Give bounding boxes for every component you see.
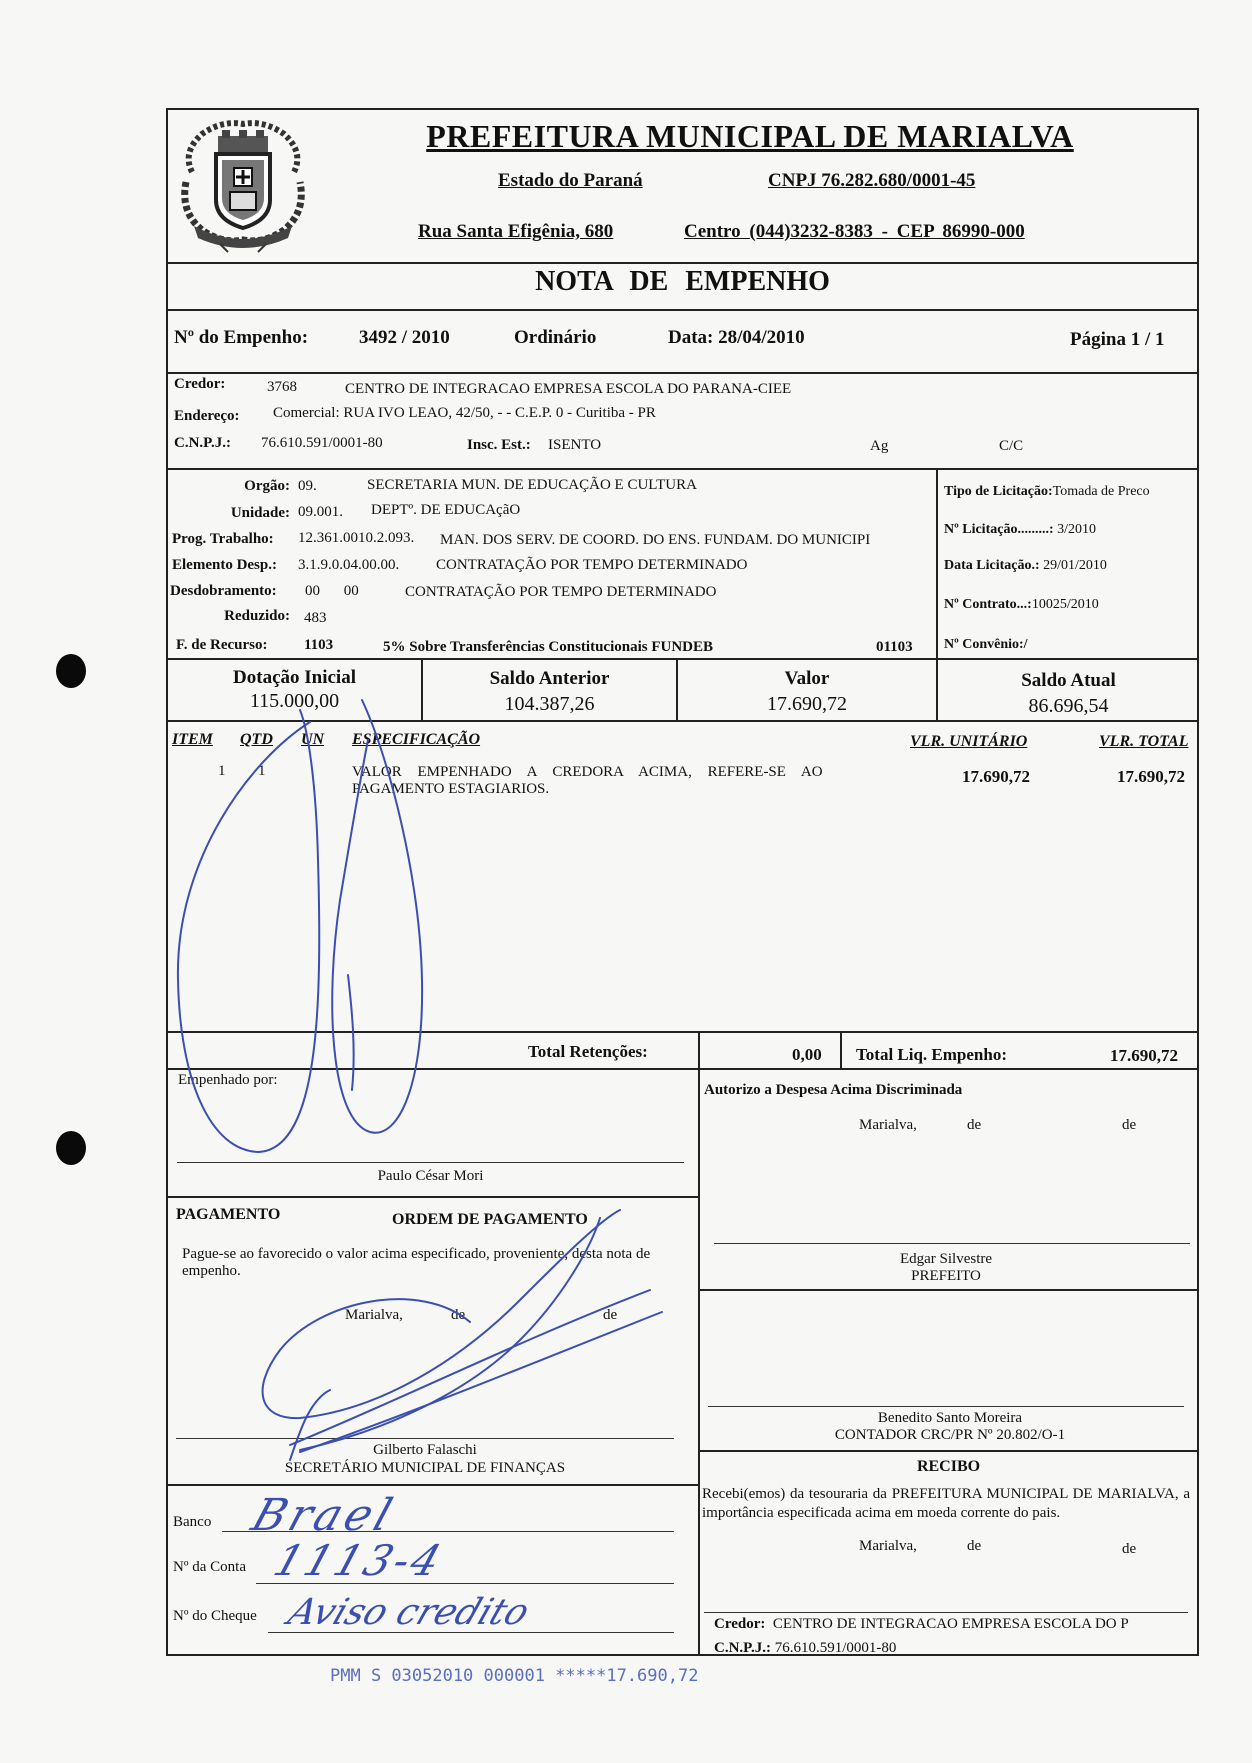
credor-codigo: 3768 [267,379,297,395]
empenhado-nome: Paulo César Mori [377,1168,484,1184]
dotacao-inicial-label: Dotação Inicial [233,667,356,688]
divider [166,468,1199,470]
col-vlr-total: VLR. TOTAL [1099,733,1189,750]
item-qtd: 1 [258,763,266,779]
prog-label: Prog. Trabalho: [172,531,274,547]
saldo-anterior-label: Saldo Anterior [489,668,610,689]
prog: MAN. DOS SERV. DE COORD. DO ENS. FUNDAM. DO MUNICIPI [440,532,871,548]
doc-title: NOTA DE EMPENHO [535,266,830,297]
num-licitacao [944,522,1096,538]
contador-cargo: CONTADOR CRC/PR Nº 20.802/O-1 [834,1427,1066,1443]
saldo-anterior: 104.387,26 [504,693,595,715]
data-licitacao-label: Data Licitação.: [944,558,1040,573]
orgao-label: Orgão: [244,478,290,494]
signature-line [704,1612,1188,1613]
cnpj-prefeitura: CNPJ 76.282.680/0001-45 [768,170,976,191]
ag-label: Ag [870,438,889,454]
orgao-code: 09. [298,478,317,494]
secretario-cargo: SECRETÁRIO MUNICIPAL DE FINANÇAS [284,1460,566,1476]
empenho-numero: 3492 / 2010 [359,327,450,348]
elemento: CONTRATAÇÃO POR TEMPO DETERMINADO [436,557,748,573]
prefeitura-endereco: Rua Santa Efigênia, 680 [418,221,614,242]
punch-hole-bottom [56,1131,86,1165]
signature-line [176,1438,674,1439]
autorizo-label: Autorizo a Despesa Acima Discriminada [704,1082,963,1098]
conta-handwritten: 1113-4 [268,1536,450,1585]
total-liquido-label: Total Liq. Empenho: [856,1045,1007,1064]
tipo-licitacao-value: Tomada de Preco [1052,484,1150,499]
prog-code: 12.361.0010.2.093. [298,530,415,546]
item-vlr-unitario: 17.690,72 [962,767,1030,786]
divider [698,1450,1199,1452]
data-licitacao [944,558,1107,574]
recibo-label: RECIBO [916,1458,981,1475]
item-especificacao-line-2: PAGAMENTO ESTAGIARIOS. [352,781,550,797]
num-licitacao-value: 3/2010 [1057,522,1096,537]
credor-endereco: Comercial: RUA IVO LEAO, 42/50, - - C.E.P. 0 - Curitiba - PR [273,405,656,421]
num-contrato-label: Nº Contrato...: [944,597,1032,612]
autorizo-de-2: de [1122,1117,1137,1133]
total-retencoes-label: Total Retenções: [528,1042,648,1061]
num-convenio: Nº Convênio:/ [944,637,1028,652]
reduzido-label: Reduzido: [224,608,290,624]
divider [936,468,938,658]
divider [166,262,1199,264]
col-item: ITEM [172,731,213,748]
divider [698,1289,1199,1291]
divider [166,720,1199,722]
punch-hole-top [56,654,86,688]
recibo-cnpj [714,1640,896,1657]
recibo-cnpj-value: 76.610.591/0001-80 [774,1640,897,1656]
pagamento-local: Marialva, [345,1307,403,1323]
credor-insc: ISENTO [548,437,602,453]
credor-label: Credor: [174,376,226,392]
data-licitacao-value: 29/01/2010 [1043,558,1107,573]
valor: 17.690,72 [767,693,847,715]
item-especificacao [352,764,892,798]
tipo-licitacao [944,484,1150,500]
total-liquido: 17.690,72 [1110,1046,1178,1065]
pagamento-de-2: de [603,1307,618,1323]
prefeito-nome: Edgar Silvestre [899,1251,993,1267]
divider [698,1068,700,1656]
autorizo-de-1: de [967,1117,982,1133]
pagamento-texto: Pague-se ao favorecido o valor acima especificado, proveniente, desta nota de empenho. [182,1246,651,1279]
cheque-label: Nº do Cheque [173,1608,257,1624]
pagamento-label: PAGAMENTO [176,1206,281,1223]
item-especificacao-line-1: VALOR EMPENHADO A CREDORA ACIMA, REFERE-SE AO [352,764,823,780]
signature-line [177,1162,684,1163]
autorizo-local: Marialva, [859,1117,917,1133]
prefeitura-contato: Centro (044)3232-8383 - CEP 86990-000 [684,221,1025,242]
recibo-texto: Recebi(emos) da tesouraria da PREFEITURA MUNICIPAL DE MARIALVA, a importância especificada acima em moeda corrente do pais. [702,1486,1190,1521]
col-qtd: QTD [240,731,273,748]
desdobramento: CONTRATAÇÃO POR TEMPO DETERMINADO [405,584,717,600]
signature-line [708,1406,1184,1407]
empenho-pagina: Página 1 / 1 [1070,329,1165,350]
recurso: 5% Sobre Transferências Constitucionais FUNDEB [383,639,714,655]
credor-cnpj: 76.610.591/0001-80 [261,435,383,451]
unidade: DEPTº. DE EDUCAçãO [371,502,521,518]
signature-line [714,1243,1190,1244]
recibo-cnpj-label: C.N.P.J.: [714,1640,771,1656]
secretario-nome: Gilberto Falaschi [373,1442,477,1458]
divider [166,1484,698,1486]
elemento-code: 3.1.9.0.04.00.00. [298,557,400,573]
prefeitura-title: PREFEITURA MUNICIPAL DE MARIALVA [426,118,1074,154]
divider [166,1031,1199,1033]
pagamento-de-1: de [451,1307,466,1323]
autenticacao-stamp: PMM S 03052010 000001 *****17.690,72 [330,1666,699,1686]
recurso-code: 1103 [304,637,334,653]
cc-label: C/C [999,438,1024,454]
num-contrato-value: 10025/2010 [1031,597,1099,612]
conta-label: Nº da Conta [173,1559,246,1575]
col-un: UN [301,731,325,748]
cnpj-label: C.N.P.J.: [174,435,231,451]
banco-handwritten: Brael [245,1490,403,1541]
desdobramento-code: 00 00 [305,583,359,599]
empenhado-label: Empenhado por: [178,1072,278,1088]
municipal-coat-of-arms-icon [172,112,314,254]
tipo-licitacao-label: Tipo de Licitação: [944,484,1053,499]
cheque-handwritten: Aviso credito [282,1592,535,1633]
divider [840,1031,842,1069]
divider [166,1196,698,1198]
credor-nome: CENTRO DE INTEGRACAO EMPRESA ESCOLA DO PARANA-CIEE [345,381,792,397]
dotacao-inicial: 115.000,00 [249,690,340,712]
saldo-atual-label: Saldo Atual [1021,670,1116,691]
reduzido: 483 [304,610,327,626]
estado-label: Estado do Paraná [498,170,643,191]
col-especificacao: ESPECIFICAÇÃO [352,731,481,748]
recibo-credor-nome: CENTRO DE INTEGRACAO EMPRESA ESCOLA DO P [772,1616,1129,1632]
elemento-label: Elemento Desp.: [172,557,277,573]
ordem-pagamento-label: ORDEM DE PAGAMENTO [392,1211,588,1228]
recibo-credor [714,1616,1129,1633]
item-number: 1 [218,763,226,779]
divider [698,1031,700,1069]
col-vlr-unitario: VLR. UNITÁRIO [910,733,1028,750]
num-licitacao-label: Nº Licitação.........: [944,522,1054,537]
unidade-label: Unidade: [230,505,290,521]
total-retencoes: 0,00 [792,1045,822,1064]
desdobramento-label: Desdobramento: [170,583,277,599]
recibo-de-1: de [967,1538,982,1554]
recibo-credor-label: Credor: [714,1616,766,1632]
unidade-code: 09.001. [298,504,343,520]
item-vlr-total: 17.690,72 [1117,767,1185,786]
orgao: SECRETARIA MUN. DE EDUCAÇÃO E CULTURA [367,477,697,493]
divider [166,1068,1199,1070]
insc-label: Insc. Est.: [467,437,531,453]
endereco-label: Endereço: [174,408,240,424]
recibo-local: Marialva, [859,1538,917,1554]
valor-label: Valor [784,668,830,689]
saldo-atual: 86.696,54 [1028,695,1109,717]
divider [166,658,1199,660]
empenho-tipo: Ordinário [514,327,597,348]
recibo-de-2: de [1122,1541,1137,1557]
recurso-label: F. de Recurso: [176,637,268,653]
num-contrato [944,597,1099,613]
divider [166,309,1199,311]
empenho-numero-label: Nº do Empenho: [174,327,309,348]
banco-label: Banco [173,1514,212,1530]
empenho-data: Data: 28/04/2010 [668,327,805,348]
contador-nome: Benedito Santo Moreira [877,1410,1023,1426]
divider [166,372,1199,374]
prefeito-cargo: PREFEITO [911,1268,981,1284]
recurso-num: 01103 [876,639,913,655]
